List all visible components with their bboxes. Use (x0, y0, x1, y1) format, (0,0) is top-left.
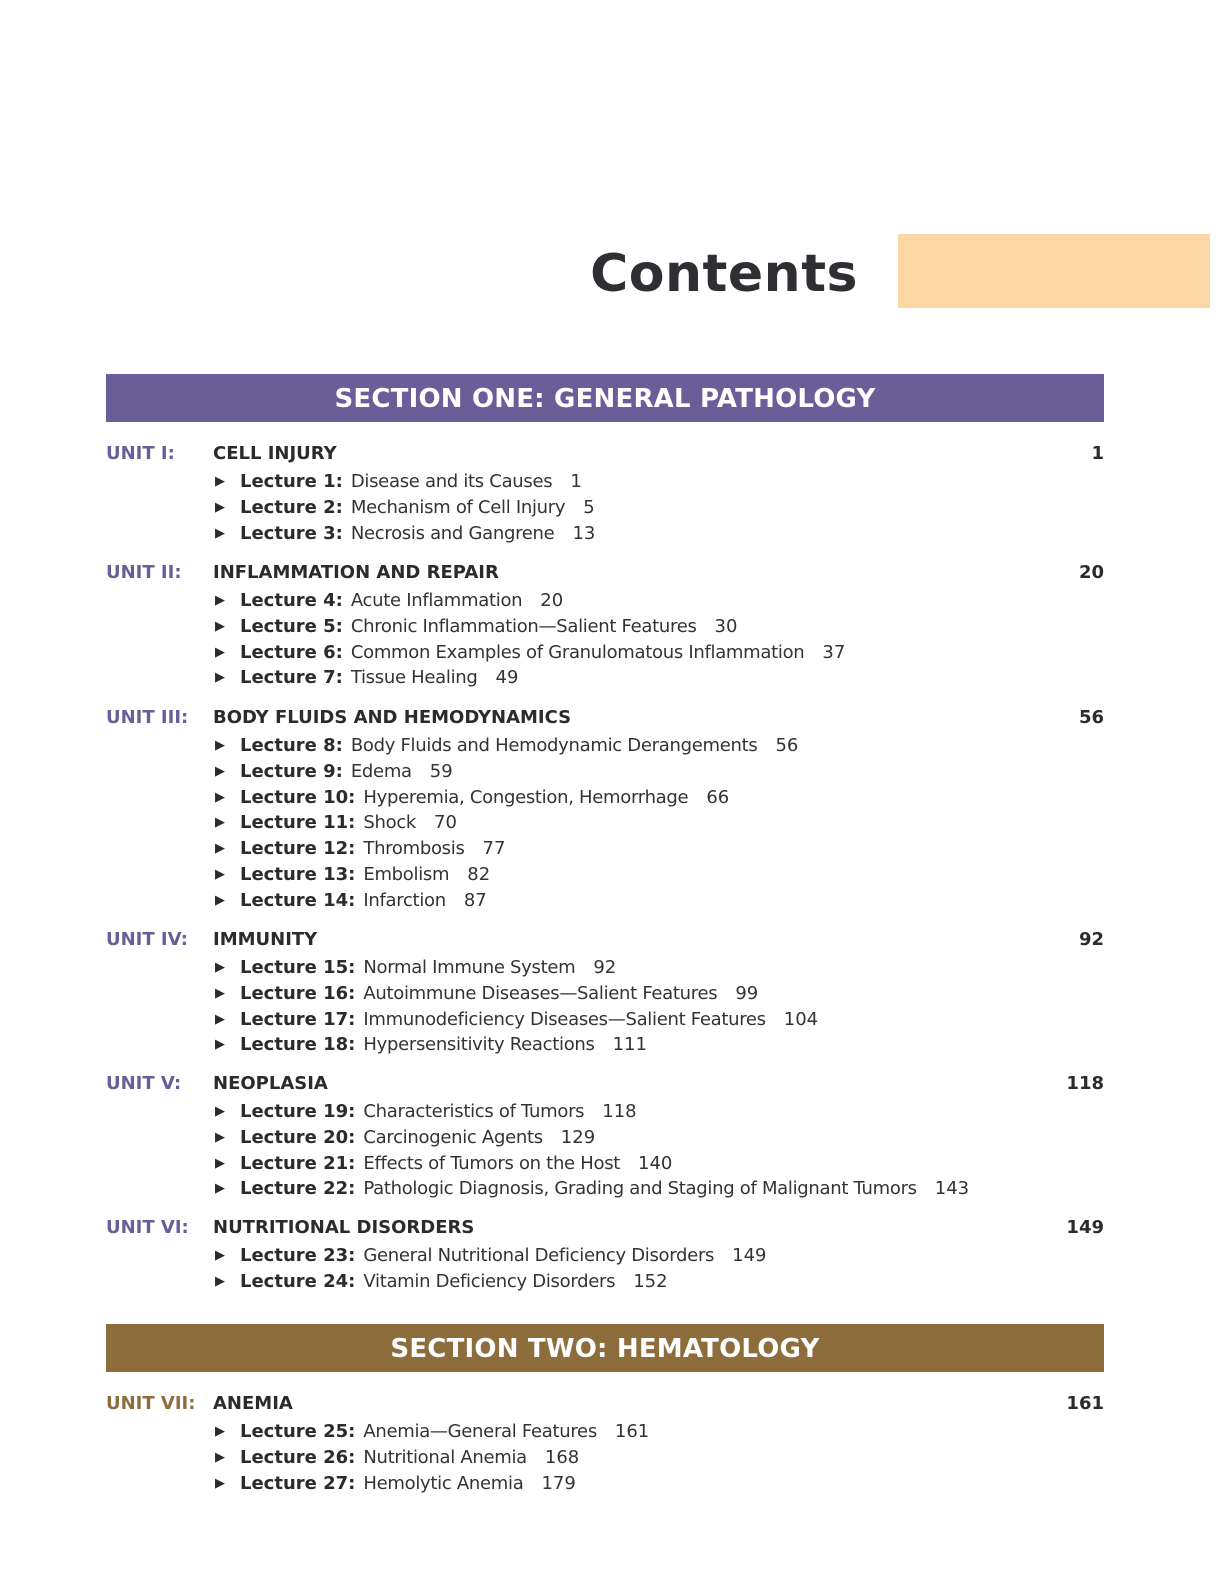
unit-page-number: 149 (1066, 1217, 1104, 1238)
lecture-label: Lecture 19: (240, 1101, 356, 1122)
lecture-title: Embolism (363, 863, 450, 885)
unit-label: UNIT III: (106, 707, 189, 728)
section-banner: SECTION ONE: GENERAL PATHOLOGY (106, 374, 1104, 422)
unit-block (106, 441, 1104, 546)
lecture-page-number: 77 (482, 838, 506, 860)
unit-block (106, 705, 1104, 914)
lecture-title: Pathologic Diagnosis, Grading and Staging of Malignant Tumors (363, 1178, 917, 1200)
triangle-bullet-icon: ▶ (215, 1011, 225, 1027)
lecture-label: Lecture 11: (240, 812, 356, 834)
lecture-label: Lecture 22: (240, 1178, 356, 1200)
section-banner: SECTION TWO: HEMATOLOGY (106, 1324, 1104, 1372)
triangle-bullet-icon: ▶ (215, 738, 225, 753)
lecture-page-number: 5 (583, 496, 595, 518)
lecture-item (106, 588, 1104, 614)
lecture-label: Lecture 24: (240, 1270, 356, 1292)
unit-label: UNIT VI: (106, 1217, 189, 1238)
lecture-label: Lecture 9: (240, 760, 343, 782)
lecture-title: Nutritional Anemia (363, 1446, 527, 1468)
lecture-page-number: 13 (572, 522, 596, 544)
unit-heading (106, 927, 1104, 953)
unit-page-number: 1 (1091, 443, 1104, 464)
unit-label: UNIT II: (106, 562, 182, 583)
unit-label: UNIT VII: (106, 1393, 196, 1414)
lecture-label: Lecture 3: (240, 522, 343, 544)
lecture-label: Lecture 1: (240, 471, 343, 492)
lecture-title: Acute Inflammation (350, 590, 523, 611)
lecture-item (106, 1471, 1104, 1497)
triangle-bullet-icon: ▶ (215, 1449, 225, 1465)
triangle-bullet-icon: ▶ (215, 1181, 225, 1197)
triangle-bullet-icon: ▶ (215, 1273, 225, 1289)
lecture-page-number: 49 (495, 667, 519, 689)
lecture-page-number: 129 (560, 1126, 596, 1148)
unit-heading (106, 441, 1104, 467)
lecture-title: Immunodeficiency Diseases—Salient Features (363, 1008, 766, 1030)
triangle-bullet-icon: ▶ (215, 1155, 225, 1171)
lecture-label: Lecture 17: (240, 1008, 356, 1030)
lecture-page-number: 118 (602, 1101, 637, 1122)
unit-title: NEOPLASIA (213, 1073, 328, 1094)
lecture-title: Thrombosis (363, 838, 465, 860)
lecture-page-number: 70 (434, 812, 457, 834)
lecture-item (106, 1176, 1104, 1202)
triangle-bullet-icon: ▶ (215, 525, 225, 541)
triangle-bullet-icon: ▶ (215, 1129, 225, 1145)
lecture-page-number: 66 (706, 786, 730, 808)
lecture-label: Lecture 26: (240, 1446, 356, 1468)
lecture-item (106, 495, 1104, 521)
triangle-bullet-icon: ▶ (215, 1475, 225, 1491)
lecture-item (106, 521, 1104, 547)
lecture-item (106, 810, 1104, 836)
triangle-bullet-icon: ▶ (215, 593, 225, 608)
lecture-page-number: 87 (463, 889, 487, 911)
unit-block (106, 1071, 1104, 1202)
lecture-title: Mechanism of Cell Injury (350, 496, 566, 518)
lecture-page-number: 149 (732, 1245, 767, 1266)
unit-page-number: 20 (1078, 562, 1104, 583)
lecture-item (106, 981, 1104, 1007)
lecture-label: Lecture 23: (240, 1245, 356, 1266)
lecture-page-number: 20 (540, 590, 564, 611)
lecture-label: Lecture 25: (240, 1421, 356, 1442)
lecture-label: Lecture 14: (240, 889, 356, 911)
page-title: Contents (590, 244, 858, 304)
unit-title: CELL INJURY (213, 443, 337, 464)
lecture-label: Lecture 4: (240, 590, 343, 611)
lecture-title: Infarction (363, 889, 446, 911)
lecture-title: Carcinogenic Agents (363, 1126, 543, 1148)
lecture-item (106, 469, 1104, 495)
triangle-bullet-icon: ▶ (215, 618, 225, 634)
triangle-bullet-icon: ▶ (215, 985, 225, 1001)
unit-heading (106, 1071, 1104, 1097)
lecture-item (106, 1032, 1104, 1058)
lecture-label: Lecture 7: (240, 667, 343, 689)
lecture-page-number: 168 (544, 1446, 580, 1468)
lecture-title: General Nutritional Deficiency Disorders (363, 1245, 715, 1266)
lecture-page-number: 140 (638, 1152, 673, 1174)
lecture-label: Lecture 6: (240, 641, 343, 663)
lecture-page-number: 82 (467, 863, 491, 885)
unit-title: INFLAMMATION AND REPAIR (213, 562, 499, 583)
lecture-title: Chronic Inflammation—Salient Features (350, 615, 697, 637)
lecture-page-number: 56 (775, 735, 799, 756)
lecture-label: Lecture 16: (240, 982, 356, 1004)
lecture-page-number: 37 (822, 641, 846, 663)
triangle-bullet-icon: ▶ (215, 1424, 225, 1439)
lecture-label: Lecture 27: (240, 1472, 356, 1494)
lecture-label: Lecture 12: (240, 838, 356, 860)
unit-title: ANEMIA (213, 1393, 293, 1414)
lecture-page-number: 1 (570, 471, 582, 492)
unit-heading (106, 1391, 1104, 1417)
lecture-item (106, 1151, 1104, 1177)
lecture-title: Shock (363, 812, 417, 834)
triangle-bullet-icon: ▶ (215, 644, 225, 660)
lecture-item (106, 1243, 1104, 1269)
lecture-title: Normal Immune System (363, 957, 576, 978)
lecture-page-number: 59 (429, 760, 453, 782)
lecture-title: Body Fluids and Hemodynamic Derangements (350, 735, 758, 756)
lecture-item (106, 1445, 1104, 1471)
unit-title: IMMUNITY (213, 929, 318, 950)
lecture-page-number: 161 (614, 1421, 650, 1442)
triangle-bullet-icon: ▶ (215, 841, 225, 857)
unit-label: UNIT IV: (106, 929, 188, 950)
lecture-title: Autoimmune Diseases—Salient Features (363, 982, 718, 1004)
lecture-title: Disease and its Causes (350, 471, 553, 492)
lecture-title: Characteristics of Tumors (363, 1101, 585, 1122)
lecture-label: Lecture 13: (240, 863, 356, 885)
triangle-bullet-icon: ▶ (215, 1104, 225, 1119)
lecture-title: Hemolytic Anemia (363, 1472, 524, 1494)
lecture-page-number: 152 (633, 1270, 668, 1292)
unit-title: BODY FLUIDS AND HEMODYNAMICS (213, 707, 572, 728)
triangle-bullet-icon: ▶ (215, 815, 225, 831)
unit-page-number: 56 (1078, 707, 1104, 728)
lecture-item (106, 1419, 1104, 1445)
lecture-item (106, 785, 1104, 811)
lecture-page-number: 143 (934, 1178, 970, 1200)
triangle-bullet-icon: ▶ (215, 960, 225, 975)
lecture-item (106, 955, 1104, 981)
lecture-page-number: 104 (783, 1008, 819, 1030)
unit-label: UNIT I: (106, 443, 175, 464)
lecture-item (106, 733, 1104, 759)
lecture-item (106, 640, 1104, 666)
unit-block (106, 927, 1104, 1058)
triangle-bullet-icon: ▶ (215, 892, 225, 908)
lecture-item (106, 836, 1104, 862)
triangle-bullet-icon: ▶ (215, 763, 225, 779)
lecture-title: Edema (350, 760, 412, 782)
unit-page-number: 161 (1066, 1393, 1104, 1414)
unit-heading (106, 560, 1104, 586)
triangle-bullet-icon: ▶ (215, 1248, 225, 1263)
lecture-title: Anemia—General Features (363, 1421, 597, 1442)
unit-title: NUTRITIONAL DISORDERS (213, 1217, 475, 1238)
unit-page-number: 92 (1078, 929, 1104, 950)
lecture-title: Hyperemia, Congestion, Hemorrhage (363, 786, 689, 808)
lecture-item (106, 1269, 1104, 1295)
unit-heading (106, 705, 1104, 731)
lecture-page-number: 92 (593, 957, 617, 978)
lecture-label: Lecture 18: (240, 1034, 356, 1056)
unit-block (106, 560, 1104, 691)
triangle-bullet-icon: ▶ (215, 670, 225, 686)
unit-block (106, 1215, 1104, 1295)
lecture-label: Lecture 5: (240, 615, 343, 637)
lecture-title: Hypersensitivity Reactions (363, 1034, 595, 1056)
lecture-title: Effects of Tumors on the Host (363, 1152, 621, 1174)
unit-heading (106, 1215, 1104, 1241)
lecture-item (106, 665, 1104, 691)
unit-block (106, 1391, 1104, 1496)
triangle-bullet-icon: ▶ (215, 866, 225, 882)
lecture-page-number: 30 (714, 615, 738, 637)
lecture-title: Vitamin Deficiency Disorders (363, 1270, 616, 1292)
lecture-item (106, 759, 1104, 785)
lecture-item (106, 1125, 1104, 1151)
lecture-title: Common Examples of Granulomatous Inflammation (350, 641, 805, 663)
lecture-page-number: 111 (612, 1034, 647, 1056)
lecture-item (106, 614, 1104, 640)
unit-page-number: 118 (1066, 1073, 1104, 1094)
lecture-item (106, 862, 1104, 888)
lecture-label: Lecture 2: (240, 496, 343, 518)
title-accent-block (898, 234, 1210, 308)
triangle-bullet-icon: ▶ (215, 474, 225, 489)
lecture-label: Lecture 10: (240, 786, 356, 808)
triangle-bullet-icon: ▶ (215, 499, 225, 515)
lecture-title: Necrosis and Gangrene (350, 522, 555, 544)
lecture-item (106, 888, 1104, 914)
lecture-item (106, 1099, 1104, 1125)
lecture-label: Lecture 8: (240, 735, 343, 756)
lecture-item (106, 1007, 1104, 1033)
lecture-title: Tissue Healing (350, 667, 478, 689)
triangle-bullet-icon: ▶ (215, 789, 225, 805)
triangle-bullet-icon: ▶ (215, 1037, 225, 1053)
lecture-page-number: 179 (541, 1472, 576, 1494)
unit-label: UNIT V: (106, 1073, 182, 1094)
lecture-label: Lecture 21: (240, 1152, 356, 1174)
lecture-label: Lecture 20: (240, 1126, 356, 1148)
lecture-page-number: 99 (735, 982, 759, 1004)
lecture-label: Lecture 15: (240, 957, 356, 978)
